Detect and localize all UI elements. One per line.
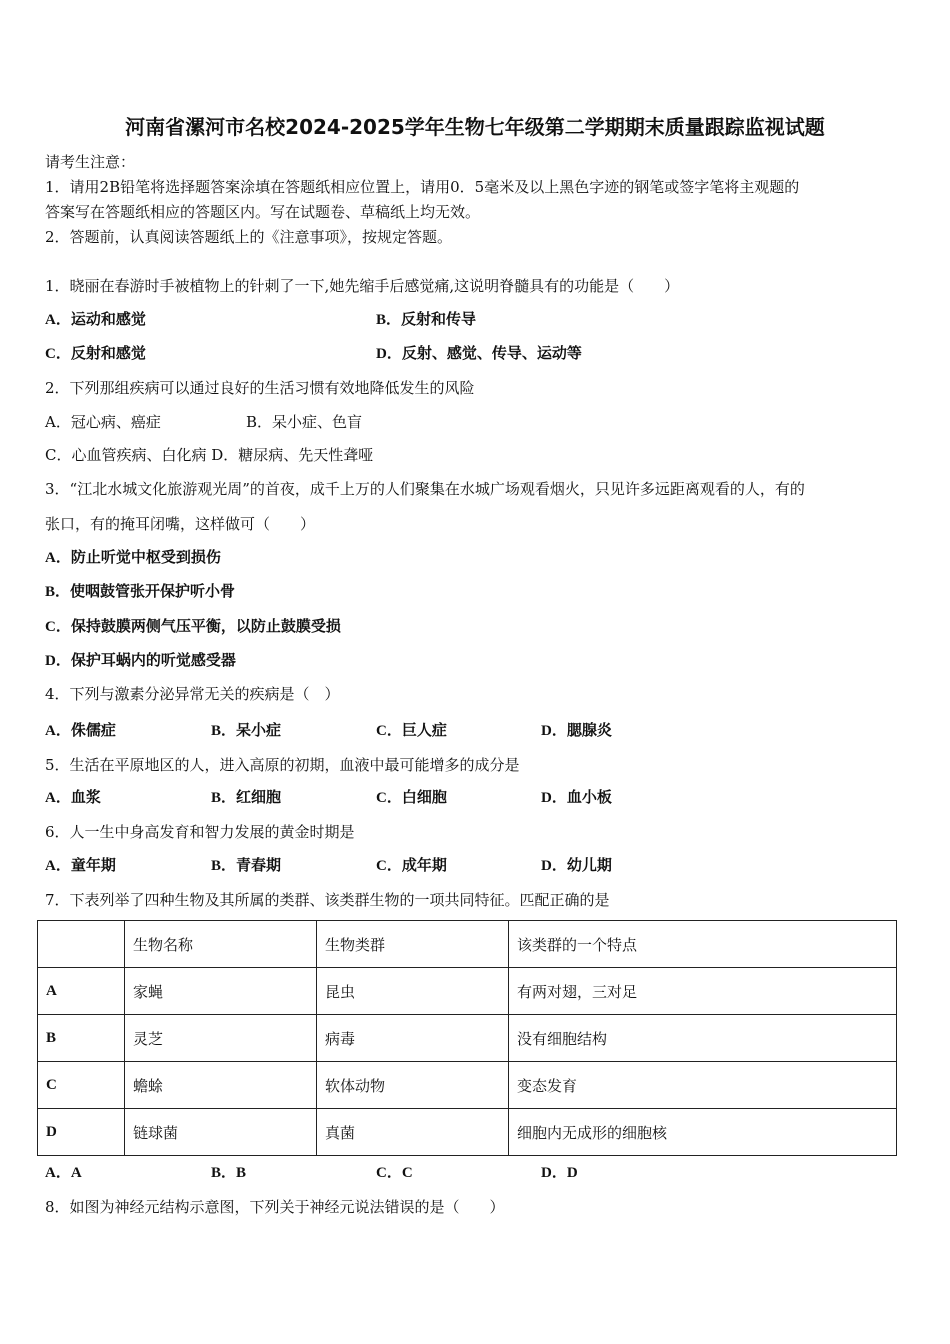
page-title: 河南省漯河市名校2024-2025学年生物七年级第二学期期末质量跟踪监视试题 (125, 115, 825, 139)
table-cell: C (38, 1062, 125, 1109)
table-header-cell: 该类群的一个特点 (509, 921, 897, 968)
table-header-cell (38, 921, 125, 968)
table-cell: 变态发育 (509, 1062, 897, 1109)
table-cell: 病毒 (317, 1015, 509, 1062)
q6-option-d: D．幼儿期 (541, 858, 612, 874)
table-cell: 没有细胞结构 (509, 1015, 897, 1062)
table-cell: D (38, 1109, 125, 1156)
q5-option-a: A．血浆 (45, 790, 101, 806)
q7-option-b: B．B (211, 1165, 247, 1181)
q1-stem: 1．晓丽在春游时手被植物上的针刺了一下,她先缩手后感觉痛,这说明脊髓具有的功能是（ ） (45, 277, 680, 295)
q8-stem: 8．如图为神经元结构示意图，下列关于神经元说法错误的是（ ） (45, 1198, 505, 1216)
q7-option-a: A．A (45, 1165, 82, 1181)
q5-option-d: D．血小板 (541, 790, 612, 806)
q5-stem: 5．生活在平原地区的人，进入高原的初期，血液中最可能增多的成分是 (45, 756, 520, 774)
table-cell: A (38, 968, 125, 1015)
table-row (38, 968, 897, 1015)
q6-stem: 6．人一生中身高发育和智力发展的黄金时期是 (45, 823, 355, 841)
q4-option-a: A．侏儒症 (45, 723, 116, 739)
table-cell: 蟾蜍 (125, 1062, 317, 1109)
table-cell: 灵芝 (125, 1015, 317, 1062)
q7-table (37, 920, 897, 1156)
q1-option-d: D．反射、感觉、传导、运动等 (376, 346, 582, 362)
q2-option-cd: C．心血管疾病、白化病 D．糖尿病、先天性聋哑 (45, 446, 374, 464)
q3-stem-line-2: 张口，有的掩耳闭嘴，这样做可（ ） (45, 515, 316, 533)
q6-option-a: A．童年期 (45, 858, 116, 874)
q3-stem-line-1: 3．“江北水城文化旅游观光周”的首夜，成千上万的人们聚集在水城广场观看烟火，只见许多远距离观看的人，有的 (45, 480, 805, 498)
table-cell: 真菌 (317, 1109, 509, 1156)
q3-option-d: D．保护耳蜗内的听觉感受器 (45, 653, 236, 669)
q5-option-c: C．白细胞 (376, 790, 447, 806)
q4-option-b: B．呆小症 (211, 723, 282, 739)
table-header-cell: 生物名称 (125, 921, 317, 968)
q1-option-a: A．运动和感觉 (45, 312, 146, 328)
notice-line-2: 答案写在答题纸相应的答题区内。写在试题卷、草稿纸上均无效。 (45, 203, 481, 221)
table-row (38, 1015, 897, 1062)
table-header-row (38, 921, 897, 968)
notice-line-3: 2．答题前，认真阅读答题纸上的《注意事项》，按规定答题。 (45, 228, 453, 246)
table-cell: 细胞内无成形的细胞核 (509, 1109, 897, 1156)
table-cell: 有两对翅，三对足 (509, 968, 897, 1015)
table-cell: B (38, 1015, 125, 1062)
q3-option-b: B．使咽鼓管张开保护听小骨 (45, 584, 236, 600)
table-cell: 昆虫 (317, 968, 509, 1015)
q4-stem: 4．下列与激素分泌异常无关的疾病是（ ） (45, 685, 340, 703)
q2-stem: 2．下列那组疾病可以通过良好的生活习惯有效地降低发生的风险 (45, 379, 475, 397)
table-header-cell: 生物类群 (317, 921, 509, 968)
notice-line-1: 1．请用2B铅笔将选择题答案涂填在答题纸相应位置上，请用0．5毫米及以上黑色字迹的钢笔或签字笔将主观题的 (45, 178, 800, 196)
q4-option-d: D．腮腺炎 (541, 723, 612, 739)
table-cell: 软体动物 (317, 1062, 509, 1109)
q2-option-a: A．冠心病、癌症 (45, 413, 161, 431)
table-row (38, 1062, 897, 1109)
q6-option-b: B．青春期 (211, 858, 282, 874)
q7-stem: 7．下表列举了四种生物及其所属的类群、该类群生物的一项共同特征。匹配正确的是 (45, 891, 610, 909)
q7-option-c: C．C (376, 1165, 413, 1181)
q4-option-c: C．巨人症 (376, 723, 447, 739)
table-cell: 链球菌 (125, 1109, 317, 1156)
q6-option-c: C．成年期 (376, 858, 447, 874)
q1-option-b: B．反射和传导 (376, 312, 477, 328)
q3-option-a: A．防止听觉中枢受到损伤 (45, 550, 221, 566)
q1-option-c: C．反射和感觉 (45, 346, 146, 362)
table-row (38, 1109, 897, 1156)
q2-option-b: B．呆小症、色盲 (246, 413, 363, 431)
q3-option-c: C．保持鼓膜两侧气压平衡，以防止鼓膜受损 (45, 619, 341, 635)
q7-option-d: D．D (541, 1165, 578, 1181)
notice-heading: 请考生注意： (45, 153, 136, 171)
table-cell: 家蝇 (125, 968, 317, 1015)
q5-option-b: B．红细胞 (211, 790, 282, 806)
